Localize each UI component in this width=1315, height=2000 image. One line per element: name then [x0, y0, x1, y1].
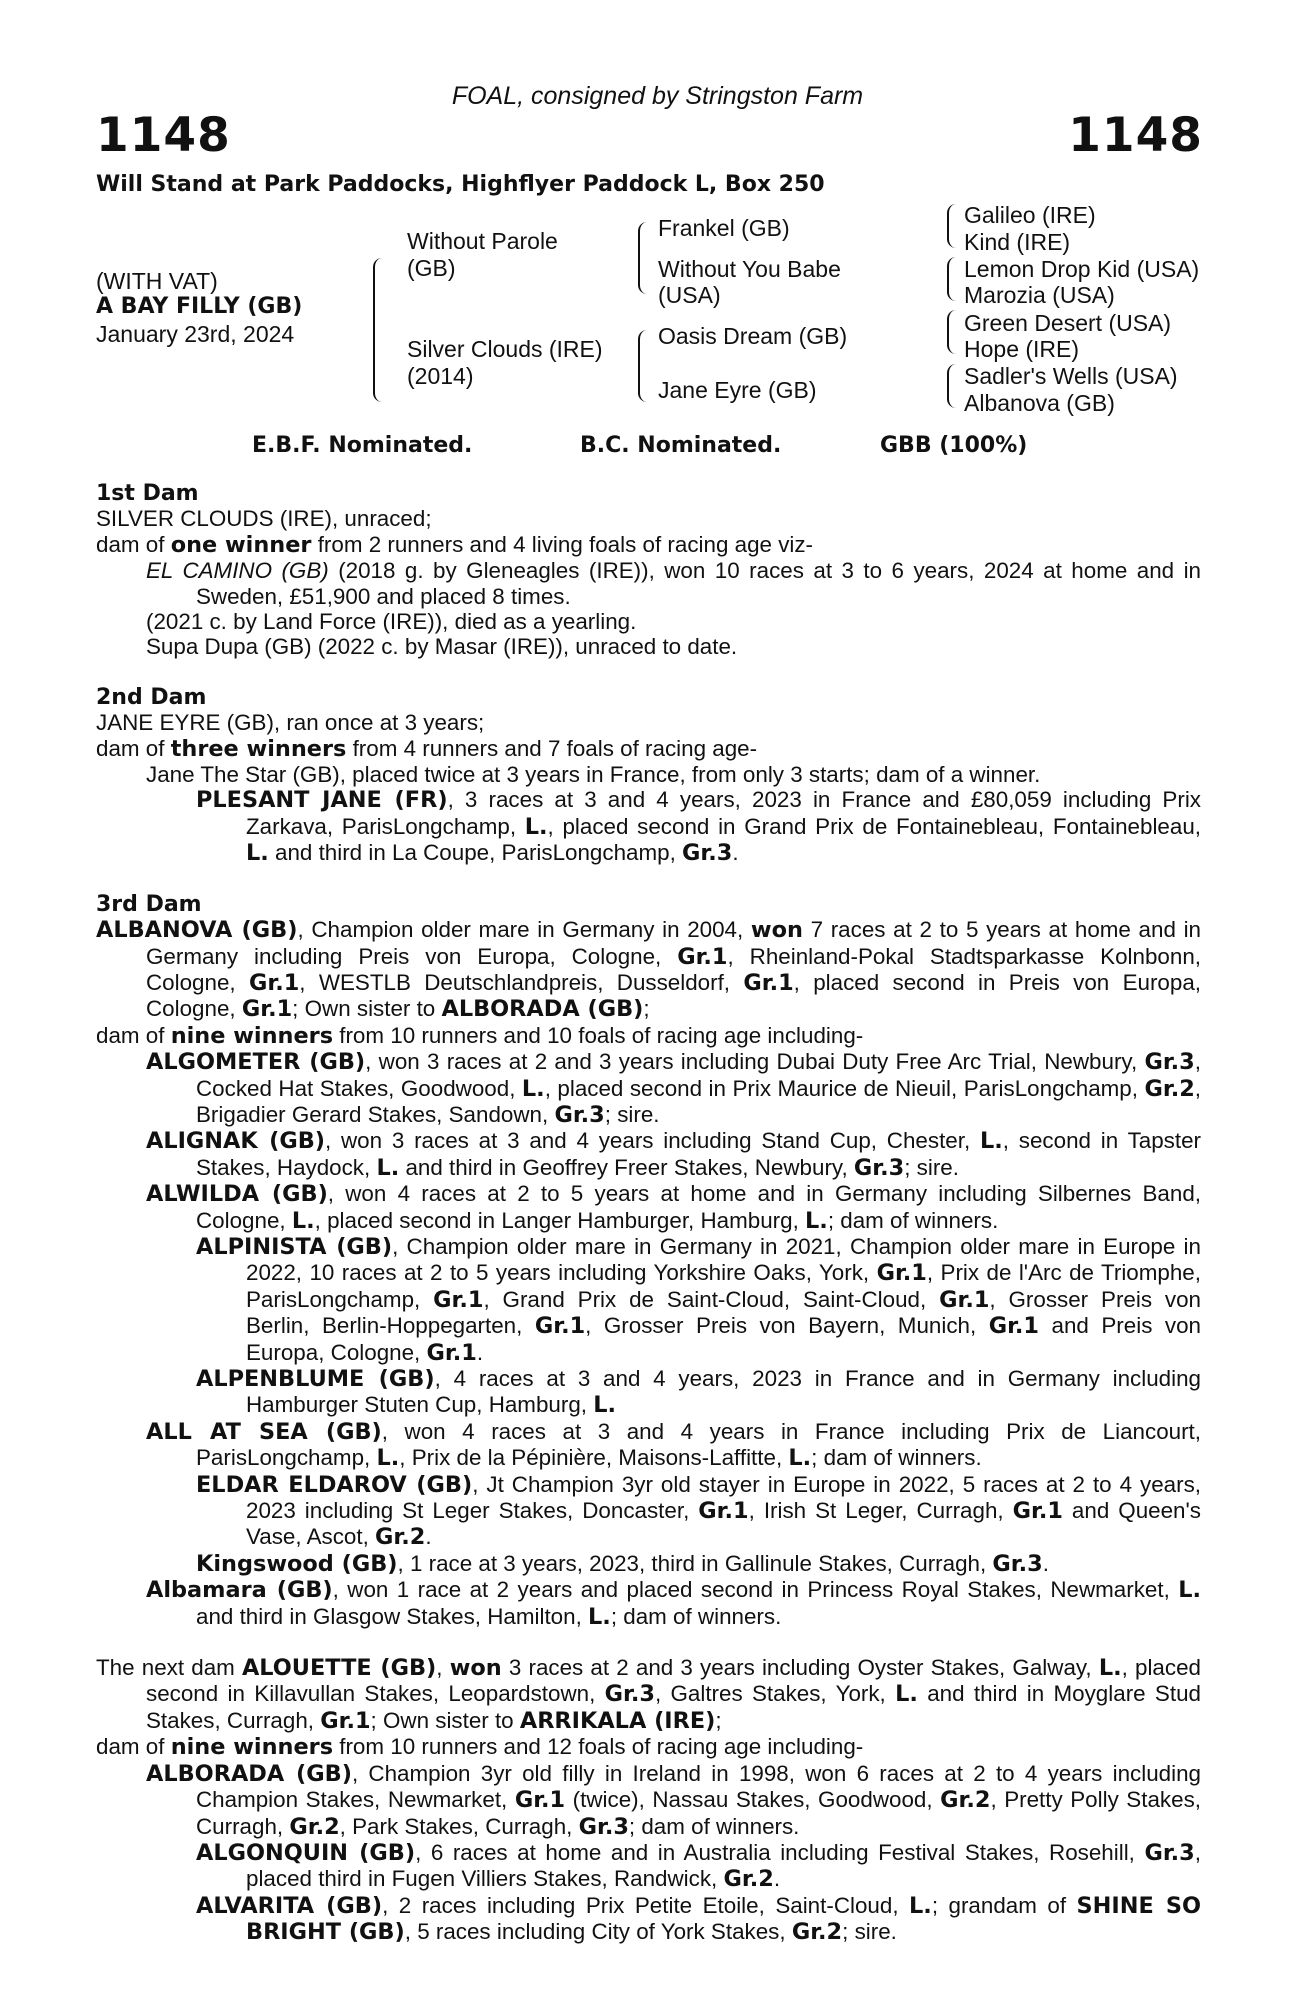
sire-dam-origin: (USA) [658, 282, 721, 308]
consignment-line: FOAL, consigned by Stringston Farm [451, 82, 864, 110]
g4-6: Sadler's Wells (USA) [964, 363, 1178, 389]
first-dam-foal-1: EL CAMINO (GB) (2018 g. by Gleneagles (IRE)), won 10 races at 3 to 6 years, 2024 at home and in Sweden, £51,900 and placed 8 times. [146, 558, 1201, 609]
pedigree-brace-g1 [947, 204, 957, 248]
first-dam-intro: SILVER CLOUDS (IRE), unraced; [96, 506, 432, 532]
grandfoal-alpinista: ALPINISTA (GB), Champion older mare in Germany in 2021, Champion older mare in Europe in 2022, 10 races at 2 to 5 years including Yorkshire Oaks, York, Gr.1, Prix de l'Arc de Triomphe, ParisLongchamp, Gr.1, Grand Prix de Saint-Cloud, Saint-Cloud, Gr.1, Grosser Preis von Berlin, Berlin-Hoppegarten, Gr.1, Grosser Preis von Bayern, Munich, Gr.1 and Preis von Europa, Cologne, Gr.1. [196, 1233, 1202, 1366]
gbb-status: GBB (100%) [880, 433, 1028, 458]
stand-location: Will Stand at Park Paddocks, Highflyer Paddock L, Box 250 [96, 172, 825, 197]
dam-dam: Jane Eyre (GB) [658, 377, 817, 403]
dam-sire: Oasis Dream (GB) [658, 323, 848, 349]
g4-1: Kind (IRE) [964, 229, 1071, 255]
pedigree-brace-g4 [947, 364, 957, 408]
foal-all-at-sea: ALL AT SEA (GB), won 4 races at 3 and 4 years in France including Prix de Liancourt, ParisLongchamp, L., Prix de la Pépinière, Maisons-Laffitte, L.; dam of winners. [146, 1418, 1201, 1472]
lot-number-right: 1148 [1068, 108, 1203, 163]
first-dam-foal-2: (2021 c. by Land Force (IRE)), died as a yearling. [146, 609, 637, 635]
next-dam-alouette: The next dam ALOUETTE (GB), won 3 races at 2 and 3 years including Oyster Stakes, Galway, L., placed second in Killavullan Stakes, Leopardstown, Gr.3, Galtres Stakes, York, L. and third in Moyglare Stud Stakes, Curragh, Gr.1; Own sister to ARRIKALA (IRE); [96, 1655, 1201, 1734]
foaling-date: January 23rd, 2024 [96, 321, 295, 347]
pedigree-brace-dam [638, 330, 648, 402]
sire-dam-name: Without You Babe [658, 256, 841, 282]
third-dam-albanova: ALBANOVA (GB), Champion older mare in Germany in 2004, won 7 races at 2 to 5 years at home and in Germany including Preis von Europa, Cologne, Gr.1, Rheinland-Pokal Stadtsparkasse Kolnbonn, Cologne, Gr.1, WESTLB Deutschlandpreis, Dusseldorf, Gr.1, placed second in Preis von Europa, Cologne, Gr.1; Own sister to ALBORADA (GB); [96, 917, 1202, 1023]
vat-note: (WITH VAT) [96, 268, 218, 294]
g4-0: Galileo (IRE) [964, 202, 1096, 228]
g4-4: Green Desert (USA) [964, 310, 1172, 336]
grandfoal-kingswood: Kingswood (GB), 1 race at 3 years, 2023, third in Gallinule Stakes, Curragh, Gr.3. [196, 1550, 1049, 1577]
second-dam-intro: JANE EYRE (GB), ran once at 3 years; [96, 710, 485, 736]
pedigree-brace-g3 [947, 310, 957, 354]
first-dam-summary: dam of one winner from 2 runners and 4 living foals of racing age viz- [96, 531, 814, 558]
lot-title: A BAY FILLY (GB) [96, 294, 303, 319]
g4-7: Albanova (GB) [964, 390, 1115, 416]
sire-sire: Frankel (GB) [658, 215, 790, 241]
lot-number-left: 1148 [96, 108, 231, 163]
grandfoal-alpenblume: ALPENBLUME (GB), 4 races at 3 and 4 years, 2023 in France and in Germany including Hamburger Stuten Cup, Hamburg, L. [196, 1366, 1201, 1419]
first-dam-heading: 1st Dam [96, 481, 199, 506]
pedigree-brace-sire [638, 222, 648, 294]
foal-alwilda: ALWILDA (GB), won 4 races at 2 to 5 years at home and in Germany including Silbernes Band, Cologne, L., placed second in Langer Hamburger, Hamburg, L.; dam of winners. [146, 1181, 1201, 1234]
second-dam-grandfoal-1: PLESANT JANE (FR), 3 races at 3 and 4 years, 2023 in France and £80,059 including Prix Zarkava, ParisLongchamp, L., placed second in Grand Prix de Fontainebleau, Fontainebleau, L. and third in La Coupe, ParisLongchamp, Gr.3. [196, 787, 1201, 867]
pedigree-brace-g2 [947, 257, 957, 301]
sire-origin: (GB) [407, 255, 456, 281]
second-dam-summary: dam of three winners from 4 runners and 7 foals of racing age- [96, 735, 758, 762]
catalogue-body [96, 481, 1201, 1946]
dam-name: Silver Clouds (IRE) [407, 336, 603, 362]
ebf-nomination: E.B.F. Nominated. [252, 433, 473, 458]
sire-name: Without Parole [407, 228, 558, 254]
grandfoal-alvarita: ALVARITA (GB), 2 races including Prix Petite Etoile, Saint-Cloud, L.; grandam of SHINE SO BRIGHT (GB), 5 races including City of York Stakes, Gr.2; sire. [196, 1892, 1201, 1946]
second-dam-heading: 2nd Dam [96, 684, 207, 710]
bc-nomination: B.C. Nominated. [580, 433, 782, 458]
next-dam-summary: dam of nine winners from 10 runners and 12 foals of racing age including- [96, 1734, 864, 1761]
foal-algometer: ALGOMETER (GB), won 3 races at 2 and 3 years including Dubai Duty Free Arc Trial, Newbury, Gr.3, Cocked Hat Stakes, Goodwood, L., placed second in Prix Maurice de Nieuil, ParisLongchamp, Gr.2, Brigadier Gerard Stakes, Sandown, Gr.3; sire. [146, 1049, 1202, 1128]
grandfoal-eldar-eldarov: ELDAR ELDAROV (GB), Jt Champion 3yr old stayer in Europe in 2022, 5 races at 2 to 4 years, 2023 including St Leger Stakes, Doncaster, Gr.1, Irish St Leger, Curragh, Gr.1 and Queen's Vase, Ascot, Gr.2. [196, 1471, 1202, 1551]
grandfoal-algonquin: ALGONQUIN (GB), 6 races at home and in Australia including Festival Stakes, Rosehill, Gr.3, placed third in Fugen Villiers Stakes, Randwick, Gr.2. [196, 1839, 1201, 1893]
foal-albamara: Albamara (GB), won 1 race at 2 years and placed second in Princess Royal Stakes, Newmarket, L. and third in Glasgow Stakes, Hamilton, L.; dam of winners. [146, 1577, 1201, 1630]
pedigree-brace-parents [373, 258, 385, 402]
dam-year: (2014) [407, 363, 474, 389]
g4-5: Hope (IRE) [964, 336, 1080, 362]
g4-3: Marozia (USA) [964, 282, 1115, 308]
g4-2: Lemon Drop Kid (USA) [964, 256, 1200, 282]
third-dam-heading: 3rd Dam [96, 891, 202, 917]
first-dam-foal-3: Supa Dupa (GB) (2022 c. by Masar (IRE)), unraced to date. [146, 634, 738, 660]
second-dam-foal-1: Jane The Star (GB), placed twice at 3 years in France, from only 3 starts; dam of a winner. [146, 762, 1041, 788]
third-dam-summary: dam of nine winners from 10 runners and 10 foals of racing age including- [96, 1022, 864, 1049]
foal-alignak: ALIGNAK (GB), won 3 races at 3 and 4 years including Stand Cup, Chester, L., second in Tapster Stakes, Haydock, L. and third in Geoffrey Freer Stakes, Newbury, Gr.3; sire. [146, 1128, 1201, 1181]
foal-alborada: ALBORADA (GB), Champion 3yr old filly in Ireland in 1998, won 6 races at 2 to 4 years including Champion Stakes, Newmarket, Gr.1 (twice), Nassau Stakes, Goodwood, Gr.2, Pretty Polly Stakes, Curragh, Gr.2, Park Stakes, Curragh, Gr.3; dam of winners. [146, 1760, 1202, 1840]
